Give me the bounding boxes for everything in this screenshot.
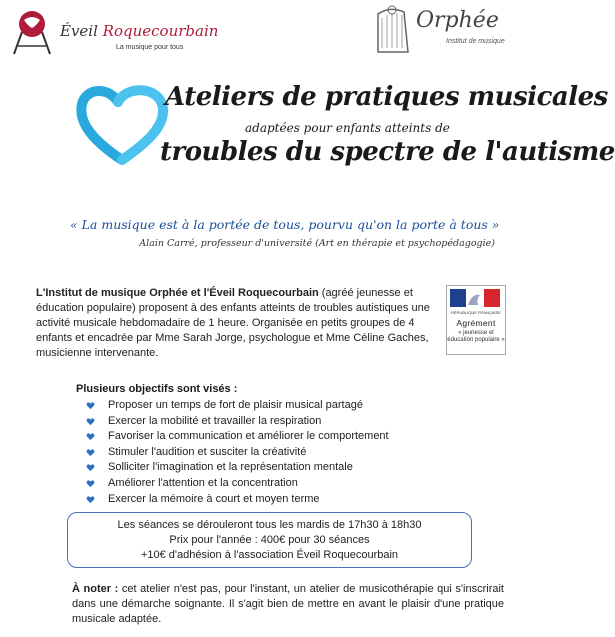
- note-paragraph: [72, 582, 504, 627]
- objectives-list: [86, 398, 389, 507]
- title-line-1: Ateliers de pratiques musicales: [165, 82, 608, 112]
- heart-bullet-icon: [86, 417, 95, 426]
- heart-bullet-icon: [86, 401, 95, 410]
- title-line-3: troubles du spectre de l'autisme: [160, 137, 615, 167]
- intro-lead: L'Institut de musique Orphée et l'Éveil Roquecourbain: [36, 287, 319, 299]
- membership-line: +10€ d'adhésion à l'association Éveil Roquecourbain: [140, 549, 399, 561]
- list-item: Améliorer l'attention et la concentration: [86, 476, 389, 492]
- logo-eveil-roquecourbain: [8, 2, 219, 57]
- harp-logo-icon: [370, 4, 414, 56]
- logo-right-name: Orphée: [416, 8, 499, 33]
- list-item: Proposer un temps de fort de plaisir musical partagé: [86, 398, 389, 414]
- marianne-flag-icon: [450, 289, 500, 307]
- objectives-heading: Plusieurs objectifs sont visés :: [76, 383, 238, 395]
- logo-right-subtitle: Institut de musique: [446, 38, 505, 45]
- badge-title: Agrément: [456, 318, 496, 328]
- logo-left-name: Éveil Roquecourbain: [60, 22, 219, 40]
- intro-paragraph: [36, 286, 431, 361]
- schedule-info-box: [67, 512, 472, 568]
- schedule-line: Les séances se dérouleront tous les mardis de 17h30 à 18h30: [117, 519, 422, 531]
- badge-republic: RÉPUBLIQUE FRANÇAISE: [451, 310, 501, 315]
- logo-orphee: [370, 2, 525, 58]
- list-item: Exercer la mémoire à court et moyen terme: [86, 492, 389, 508]
- heart-icon: [72, 82, 172, 164]
- note-lead: À noter :: [72, 583, 119, 595]
- badge-subtitle: « jeunesse et éducation populaire »: [447, 330, 505, 343]
- list-item: Stimuler l'audition et susciter la créativité: [86, 445, 389, 461]
- agrement-badge: [446, 285, 506, 355]
- heart-bullet-icon: [86, 479, 95, 488]
- logo-left-tagline: La musique pour tous: [116, 44, 184, 51]
- heart-bullet-icon: [86, 448, 95, 457]
- intro-rest: (agréé jeunesse et éducation populaire) proposent à des enfants atteints de troubles autistiques une activité musicale hebdomadaire de 1 heure. Organisée en petits groupes de 4 enfants et encadrée par Mme Sarah Jorge, psychologue et Mme Céline Gaches, musicienne intervenante.: [36, 287, 430, 359]
- price-line: Prix pour l'année : 400€ pour 30 séances: [169, 534, 370, 546]
- title-line-2: adaptées pour enfants atteints de: [245, 121, 450, 135]
- quote-author: Alain Carré, professeur d'université (Art en thérapie et psychopédagogie): [139, 238, 495, 249]
- violin-logo-icon: [8, 2, 68, 57]
- list-item: Solliciter l'imagination et la représentation mentale: [86, 460, 389, 476]
- heart-bullet-icon: [86, 495, 95, 504]
- heart-bullet-icon: [86, 432, 95, 441]
- list-item: Exercer la mobilité et travailler la respiration: [86, 414, 389, 430]
- heart-bullet-icon: [86, 463, 95, 472]
- note-text: cet atelier n'est pas, pour l'instant, un atelier de musicothérapie qui s'inscrirait dans une démarche soignante. Il s'agit bien de mettre en avant le plaisir d'une pratique musicale adaptée.: [72, 583, 504, 625]
- quote-text: « La musique est à la portée de tous, pourvu qu'on la porte à tous »: [70, 217, 500, 232]
- list-item: Favoriser la communication et améliorer le comportement: [86, 429, 389, 445]
